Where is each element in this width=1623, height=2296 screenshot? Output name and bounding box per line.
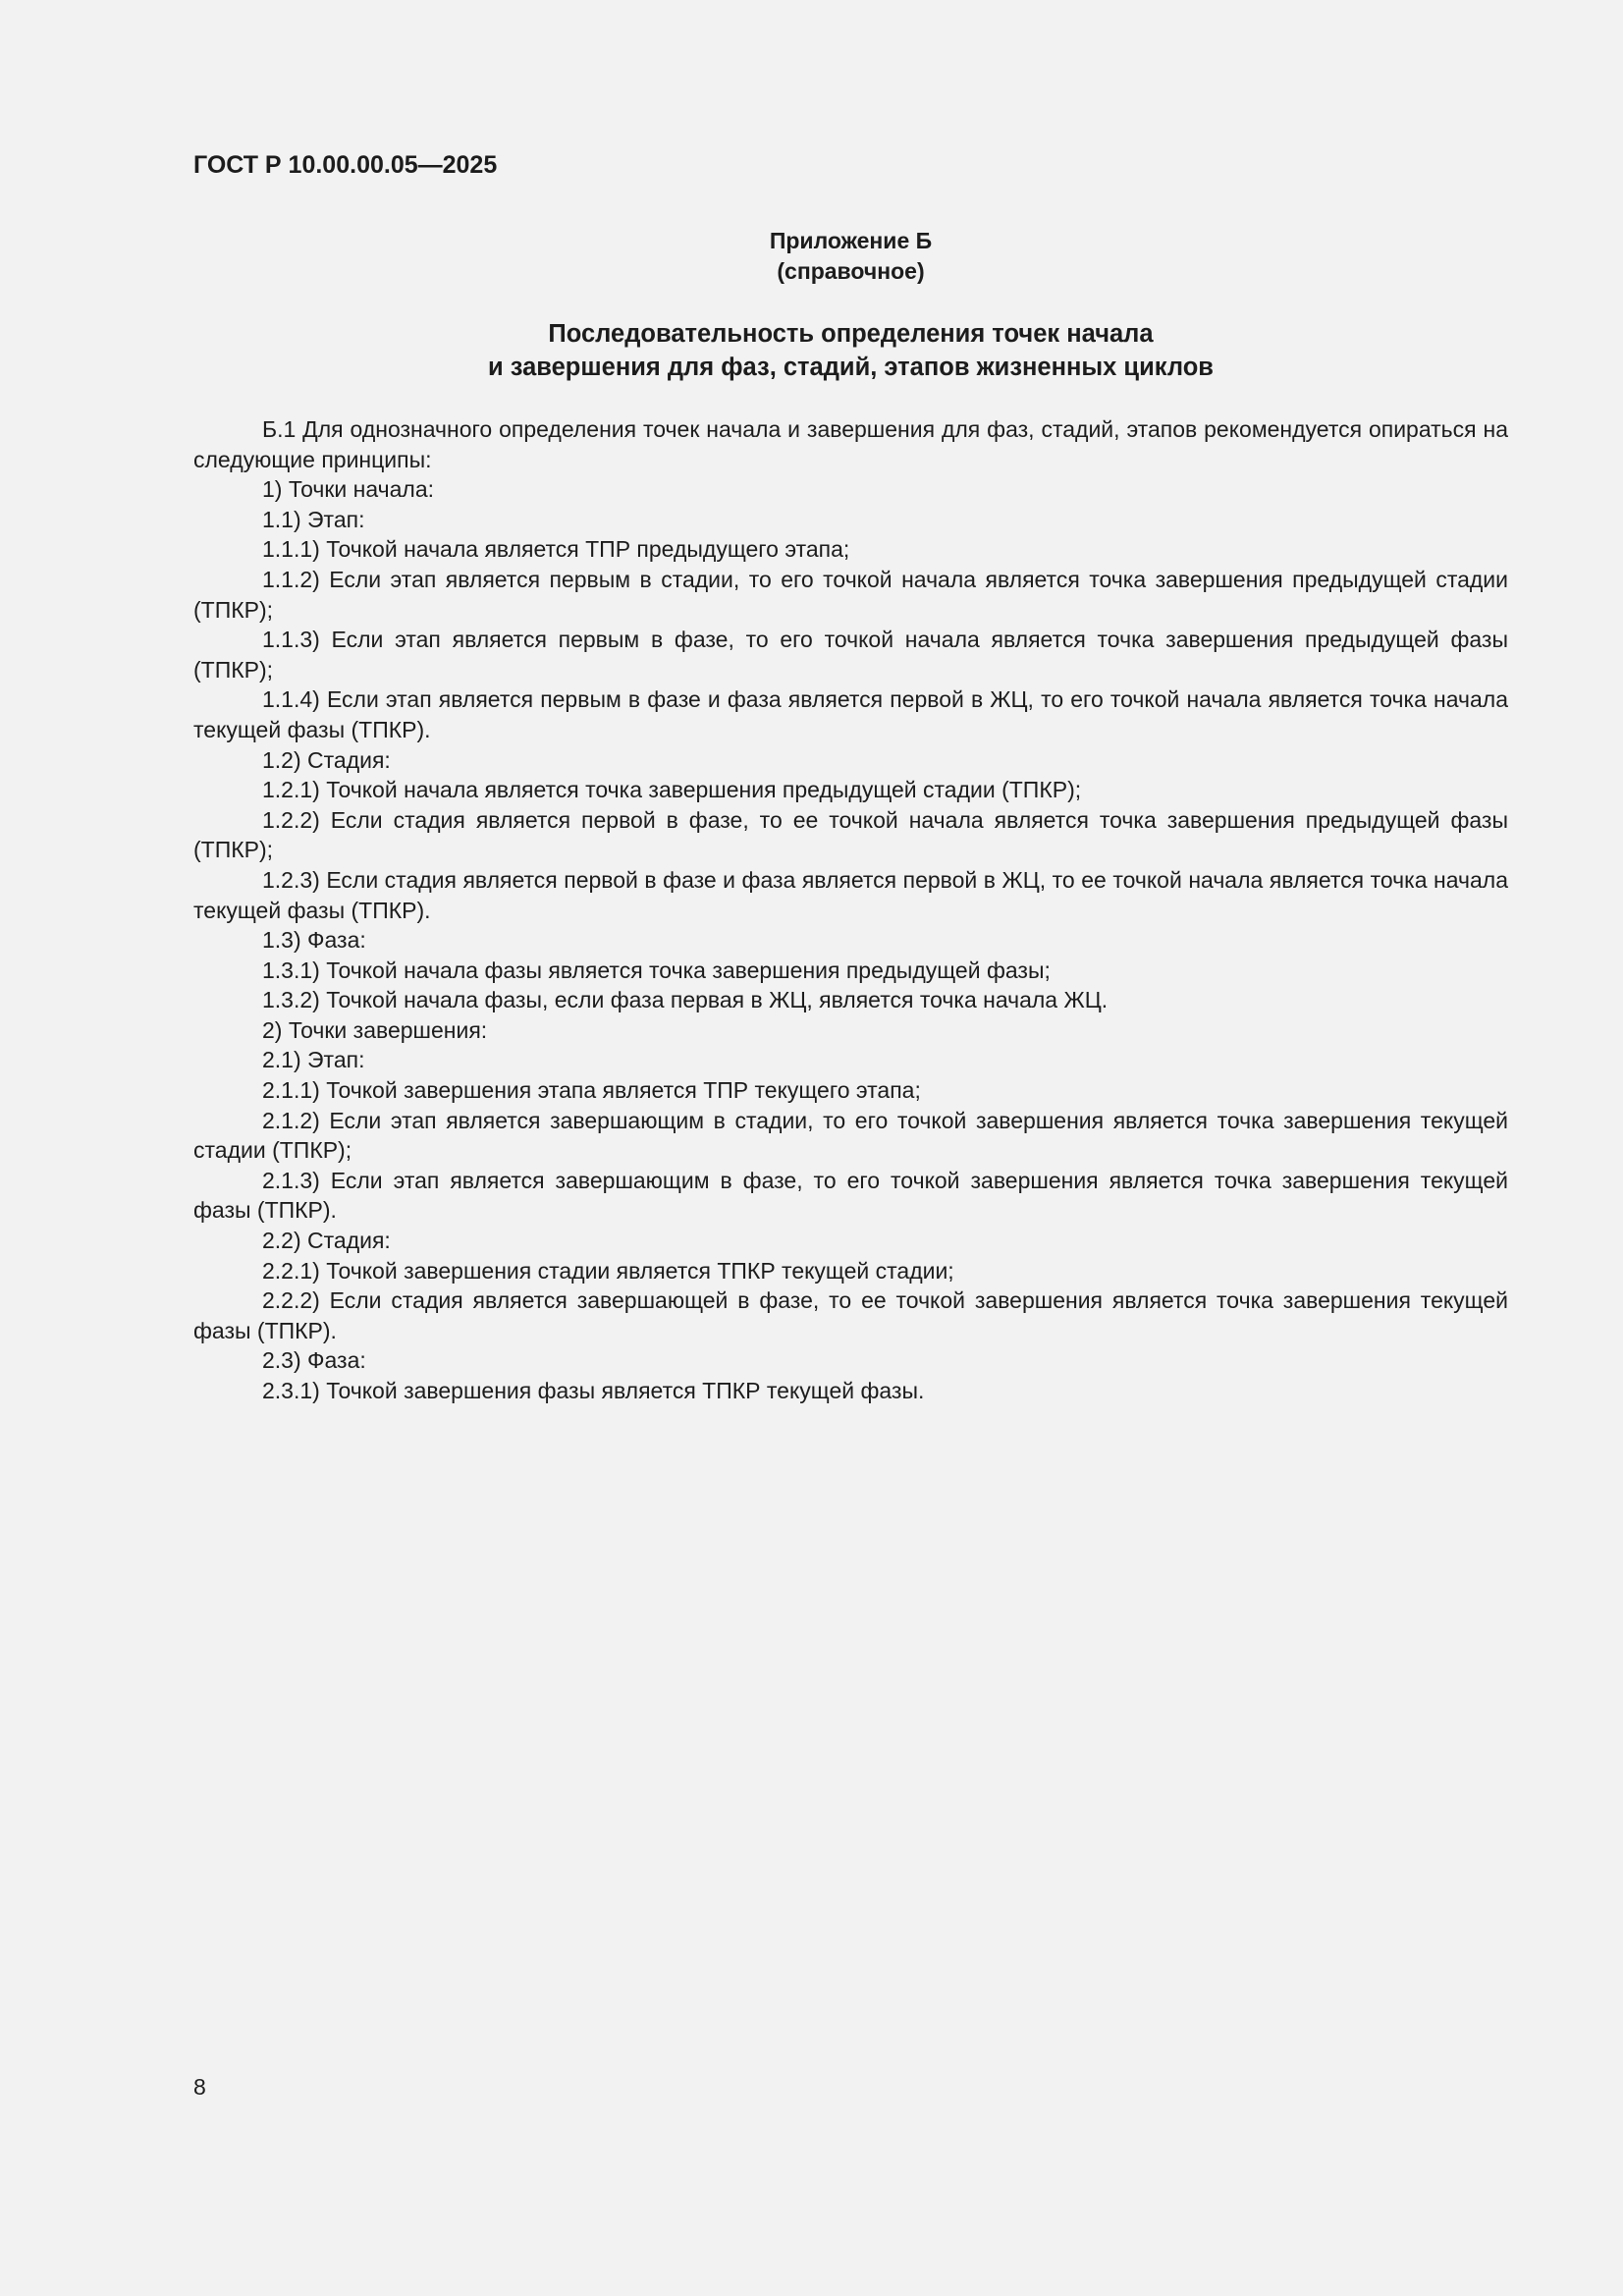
list-item: 1.1.3) Если этап является первым в фазе, то его точкой начала является точка завершения предыдущей фазы (ТПКР); (193, 627, 1508, 683)
list-item: 1.1.2) Если этап является первым в стадии, то его точкой начала является точка завершения предыдущей стадии (ТПКР); (193, 566, 1508, 623)
page-number: 8 (193, 2074, 206, 2100)
body-text (193, 414, 1508, 1406)
list-item: 2.2.1) Точкой завершения стадии является ТПКР текущей стадии; (262, 1257, 954, 1284)
list-item: 1.2) Стадия: (262, 746, 391, 773)
list-item: 2.1.3) Если этап является завершающим в фазе, то его точкой завершения является точка завершения текущей фазы (ТПКР). (193, 1167, 1508, 1224)
list-item: 2.3.1) Точкой завершения фазы является ТПКР текущей фазы. (262, 1378, 925, 1403)
document-id: ГОСТ Р 10.00.00.05—2025 (193, 151, 498, 179)
list-item: 1.3.1) Точкой начала фазы является точка завершения предыдущей фазы; (262, 957, 1051, 983)
list-item: 1.2.2) Если стадия является первой в фазе, то ее точкой начала является точка завершения предыдущей фазы (ТПКР); (193, 806, 1508, 863)
section-heading-line-2: и завершения для фаз, стадий, этапов жизненных циклов (488, 354, 1214, 381)
list-item: 2.1) Этап: (262, 1047, 365, 1073)
list-item: 1.1.4) Если этап является первым в фазе и фаза является первой в ЖЦ, то его точкой начала является точка начала текущей фазы (ТПКР). (193, 686, 1508, 742)
list-item: 2) Точки завершения: (262, 1016, 488, 1043)
annex-title: Приложение Б (769, 228, 933, 253)
list-item: 2.3) Фаза: (262, 1347, 366, 1374)
list-item: 1.3.2) Точкой начала фазы, если фаза первая в ЖЦ, является точка начала ЖЦ. (262, 987, 1109, 1013)
list-item: 1.1) Этап: (262, 506, 365, 532)
section-heading-line-1: Последовательность определения точек начала (548, 320, 1154, 348)
list-item: 1.2.3) Если стадия является первой в фазе и фаза является первой в ЖЦ, то ее точкой начала является точка начала текущей фазы (ТПКР). (193, 866, 1508, 923)
paragraph: Б.1 Для однозначного определения точек начала и завершения для фаз, стадий, этапов рекомендуется опираться на следующие принципы: (193, 416, 1508, 472)
list-item: 1.3) Фаза: (262, 927, 366, 954)
annex-status: (справочное) (777, 258, 925, 284)
list-item: 2.2) Стадия: (262, 1228, 391, 1254)
list-item: 2.1.1) Точкой завершения этапа является ТПР текущего этапа; (262, 1077, 921, 1104)
list-item: 1) Точки начала: (262, 476, 435, 503)
list-item: 1.2.1) Точкой начала является точка завершения предыдущей стадии (ТПКР); (262, 777, 1082, 803)
list-item: 2.2.2) Если стадия является завершающей в фазе, то ее точкой завершения является точка завершения текущей фазы (ТПКР). (193, 1287, 1508, 1343)
list-item: 2.1.2) Если этап является завершающим в стадии, то его точкой завершения является точка завершения текущей стадии (ТПКР); (193, 1107, 1508, 1164)
list-item: 1.1.1) Точкой начала является ТПР предыдущего этапа; (262, 536, 850, 563)
